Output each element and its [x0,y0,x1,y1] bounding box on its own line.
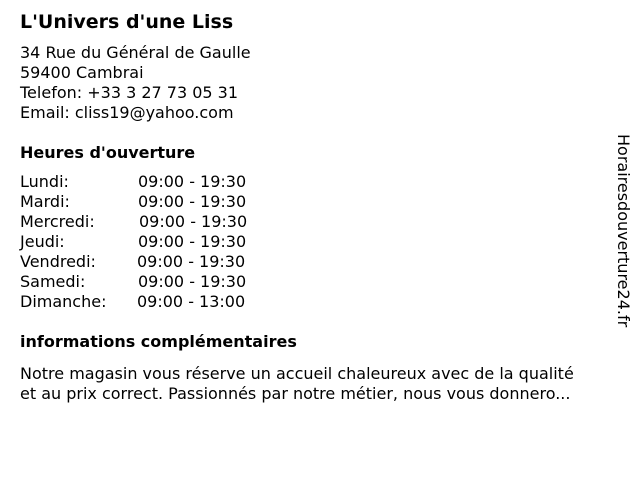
address-street: 34 Rue du Général de Gaulle [20,43,251,62]
additional-info-heading: informations complémentaires [20,332,297,351]
time-range: 09:00 - 19:30 [138,172,247,191]
day-label: Dimanche: [20,292,107,311]
day-label: Mardi: [20,192,70,211]
day-label: Samedi: [20,272,86,291]
opening-hours-list [20,172,610,312]
time-range: 09:00 - 19:30 [138,232,247,251]
day-label: Jeudi: [20,232,65,251]
phone-number: Telefon: +33 3 27 73 05 31 [20,83,239,102]
hours-row-tuesday [20,192,610,212]
business-card [20,9,610,404]
opening-hours-heading: Heures d'ouverture [20,143,196,162]
day-label: Vendredi: [20,252,96,271]
description-line-1: Notre magasin vous réserve un accueil chaleureux avec de la qualité [20,364,574,383]
hours-row-saturday [20,272,610,292]
hours-row-monday [20,172,610,192]
time-range: 09:00 - 19:30 [139,212,248,231]
time-range: 09:00 - 13:00 [137,292,246,311]
day-label: Lundi: [20,172,69,191]
address-city: 59400 Cambrai [20,63,144,82]
hours-row-wednesday [20,212,610,232]
time-range: 09:00 - 19:30 [138,272,247,291]
hours-row-sunday [20,292,610,312]
email-address: Email: cliss19@yahoo.com [20,103,234,122]
day-label: Mercredi: [20,212,95,231]
business-name: L'Univers d'une Liss [20,11,234,33]
hours-row-thursday [20,232,610,252]
site-watermark: Horairesdouverture24.fr [614,134,633,328]
time-range: 09:00 - 19:30 [137,252,246,271]
time-range: 09:00 - 19:30 [138,192,247,211]
hours-row-friday [20,252,610,272]
description-line-2: et au prix correct. Passionnés par notre métier, nous vous donnero... [20,384,571,403]
